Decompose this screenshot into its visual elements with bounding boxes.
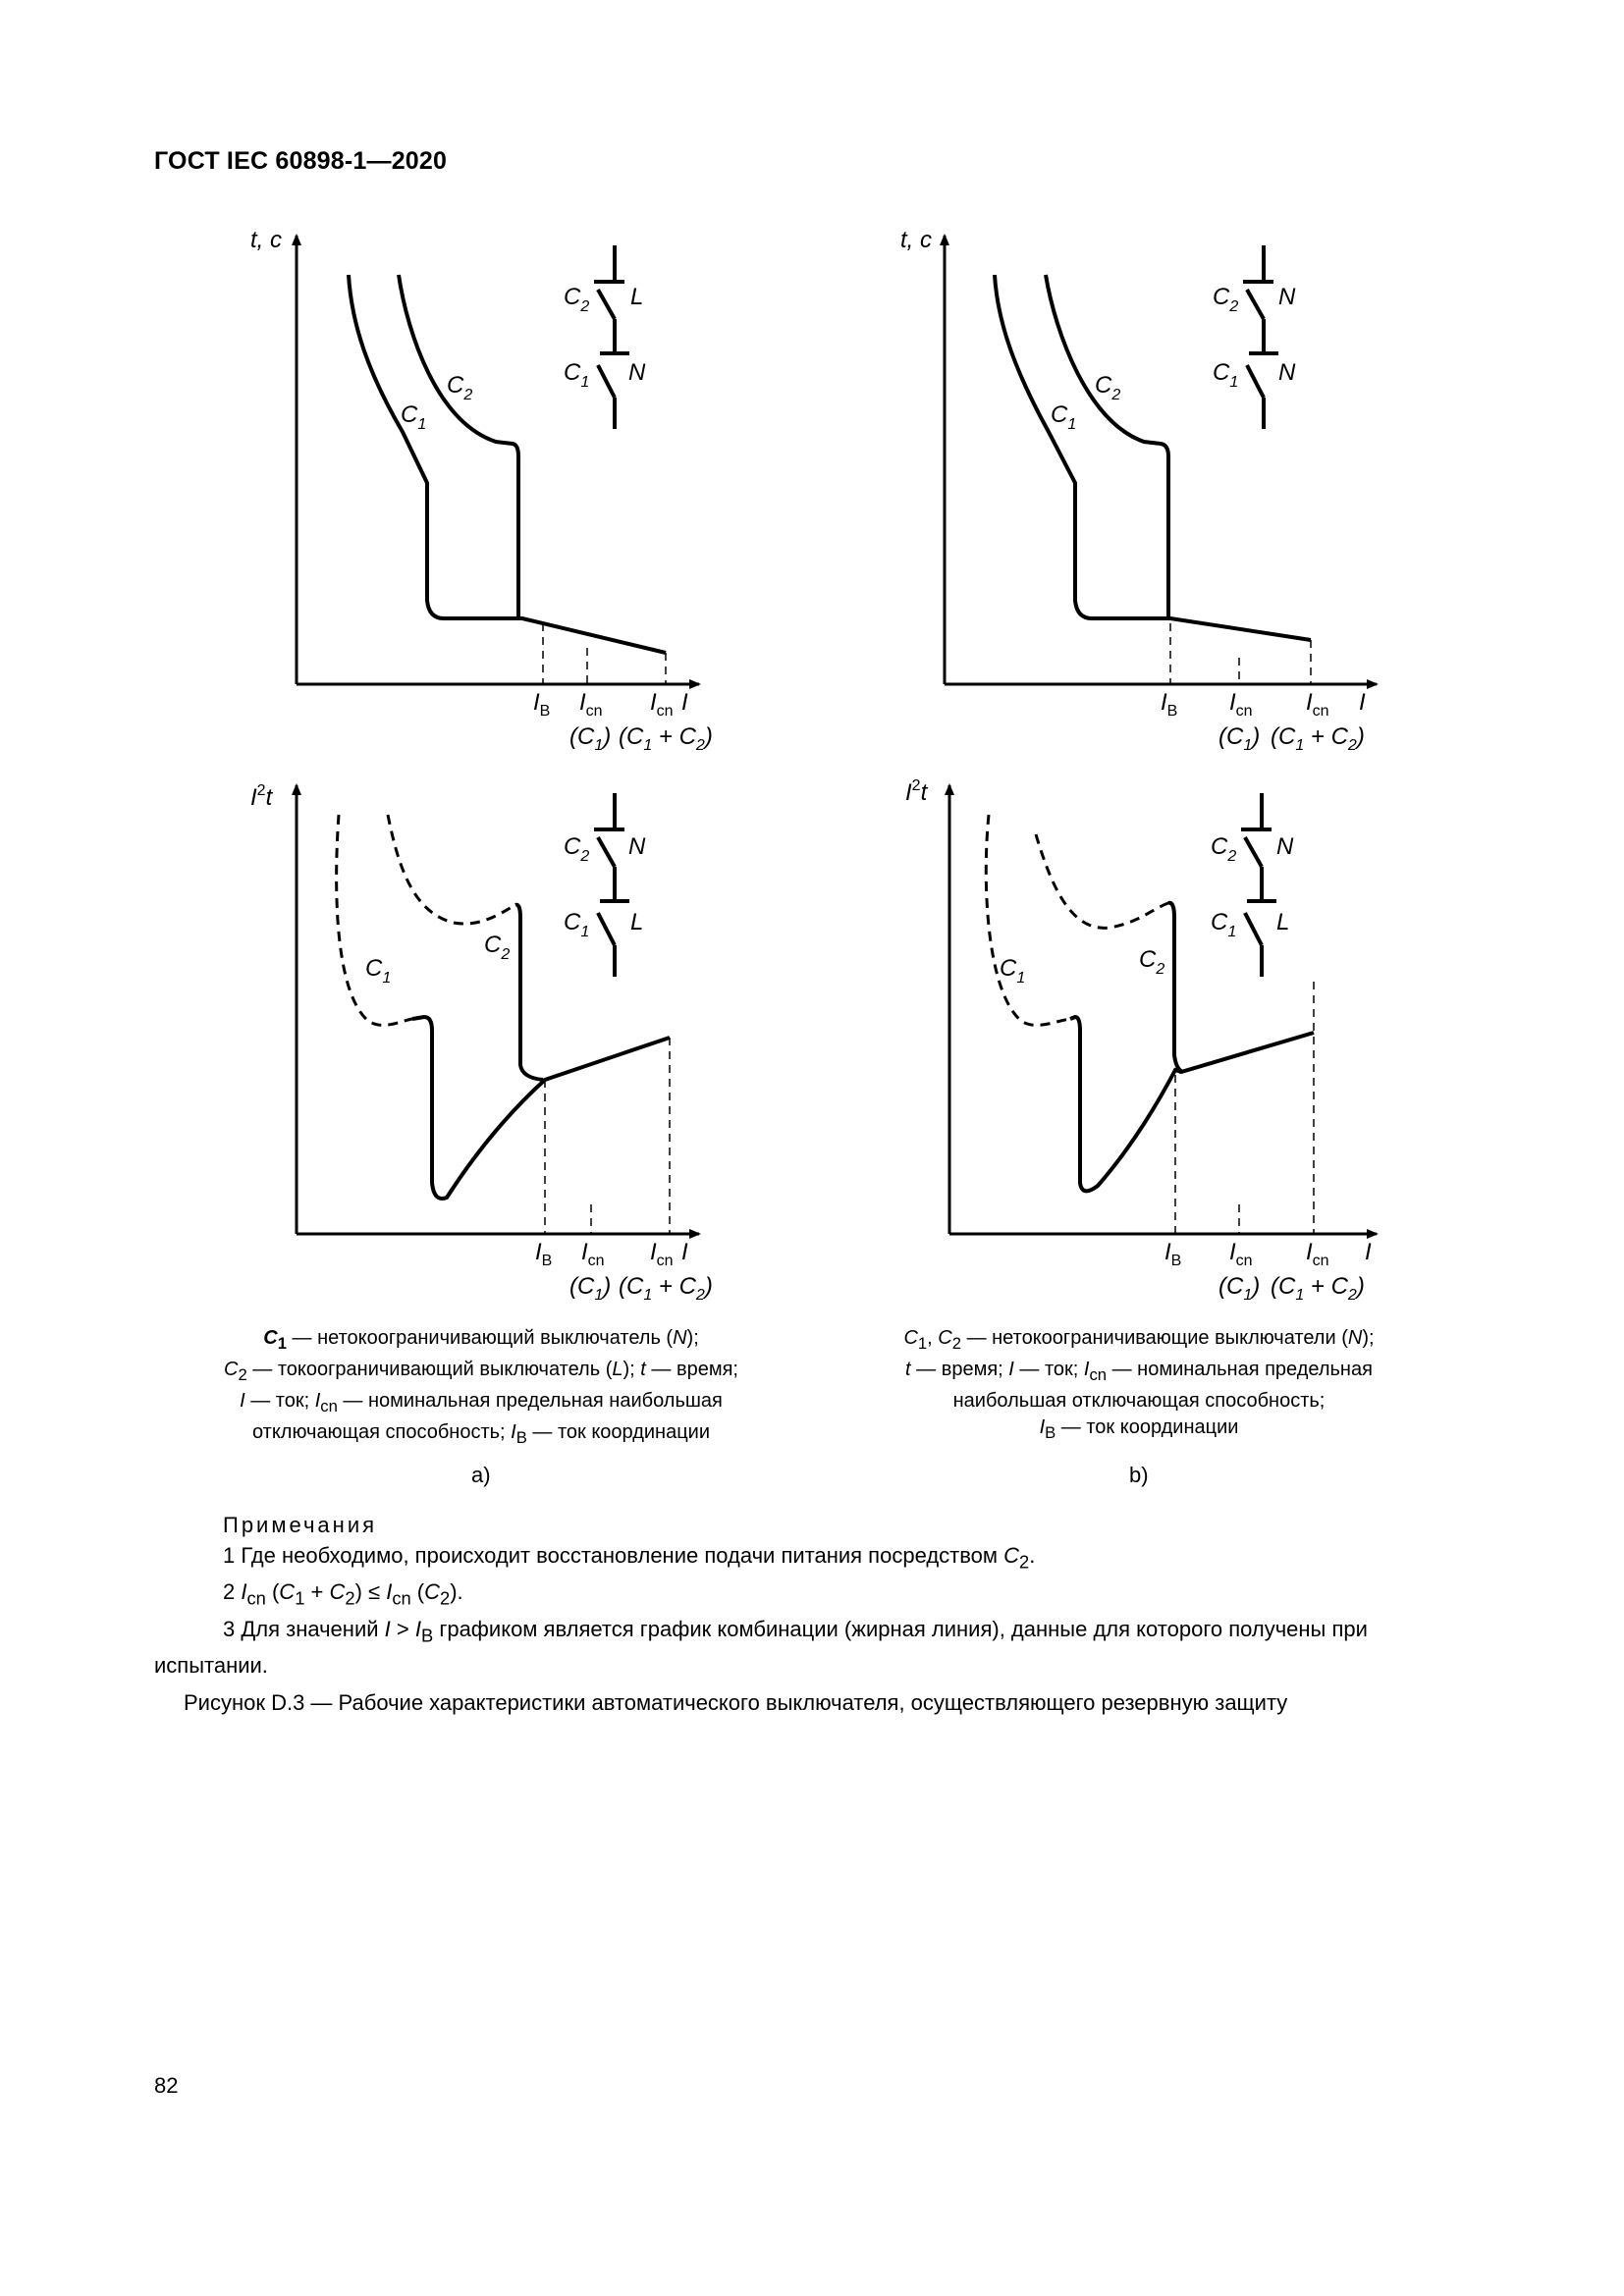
y-axis-label: t, с [900, 227, 933, 253]
caption-a-line1 [137, 1325, 825, 1357]
note-1-c-sub: 2 [1019, 1551, 1030, 1573]
y-axis-label: $I^2t$ [250, 782, 273, 811]
note-3-text: 3 Для значений [223, 1616, 385, 1641]
switch-lower-type: N [628, 359, 646, 386]
icn-c1-label: $I_{cn}$ [579, 689, 603, 720]
note-2-num: 2 [223, 1579, 242, 1605]
curve-c2 [399, 275, 518, 618]
caption-a-line2 [137, 1357, 825, 1388]
curve-c2-dashed [1036, 834, 1168, 928]
caption-a-line4 [137, 1419, 825, 1451]
caption-b-i: I [1008, 1359, 1014, 1380]
icn-c1-note: $(C_1)$ [569, 723, 612, 754]
note-2-c3: C [424, 1579, 441, 1605]
note-2-mid: ) ≤ [354, 1579, 387, 1605]
caption-a-i: I [240, 1390, 245, 1412]
curve-c2-label: $C_2$ [1139, 946, 1165, 978]
icn-c12-label: $I_{cn}$ [1306, 689, 1329, 720]
caption-b-icn: I [1083, 1359, 1090, 1380]
caption-a-c2-sub: 2 [238, 1365, 247, 1384]
switch-symbol [594, 793, 629, 977]
icn-c1-note: $(C_1)$ [1218, 723, 1261, 754]
notes-title: Примечания [223, 1513, 378, 1537]
chart-a-i2t [250, 782, 713, 1304]
document-header: ГОСТ IEC 60898-1—2020 [154, 147, 448, 175]
switch-symbol [594, 245, 629, 429]
caption-b-line1-text: — нетокоограничивающие выключатели ( [961, 1327, 1348, 1349]
switch-upper-c: $C_2$ [564, 284, 590, 315]
note-2-i: I [241, 1579, 247, 1605]
y-axis-label: $I^2t$ [905, 777, 928, 806]
x-axis-label: I [681, 1239, 688, 1265]
caption-a-c1: C [263, 1327, 278, 1349]
caption-a-line2-end: — время; [645, 1359, 738, 1380]
caption-a-line4-text: отключающая способность; [251, 1421, 512, 1443]
caption-b-line2-mid: — время; [910, 1359, 1009, 1380]
curve-c1-label: $C_1$ [401, 401, 427, 433]
caption-b-line2 [795, 1357, 1483, 1388]
note-2-open: ( [265, 1579, 280, 1605]
curve-c1-dashed [986, 815, 1070, 1025]
note-2-i2: I [386, 1579, 393, 1605]
icn-c12-note: $(C_1 + C_2)$ [1271, 1273, 1365, 1304]
curve-c1-label: $C_1$ [1051, 401, 1077, 433]
switch-lower-type: L [1276, 909, 1290, 935]
note-1 [154, 1540, 1475, 1576]
curve-c1 [1070, 1017, 1314, 1191]
sublabel-a: a) [471, 1463, 491, 1487]
caption-a-t: t [640, 1359, 646, 1380]
curve-c2-label: $C_2$ [1095, 372, 1121, 403]
page-number: 82 [154, 2073, 179, 2098]
switch-lower-type: L [630, 909, 644, 935]
note-2-c1-sub: 1 [295, 1587, 305, 1609]
x-axis-label: I [1365, 1239, 1372, 1265]
note-2-i2-sub: cn [392, 1587, 411, 1609]
notes [154, 1510, 1475, 1681]
chart-b-time [900, 227, 1377, 754]
switch-lower-c: $C_1$ [1211, 909, 1237, 940]
caption-a-c2: C [224, 1359, 239, 1380]
caption-a-icn: I [314, 1390, 321, 1412]
y-axis-label: t, с [250, 227, 283, 253]
note-3-gt: > [390, 1616, 415, 1641]
switch-symbol [1243, 245, 1278, 429]
icn-c12-label: $I_{cn}$ [650, 1239, 674, 1269]
caption-b-c2-sub: 2 [951, 1334, 962, 1353]
switch-upper-c: $C_2$ [1211, 833, 1237, 865]
ib-label: $I_B$ [1161, 689, 1178, 720]
caption-b-line2-end: — номинальная предельная [1107, 1359, 1373, 1380]
icn-c1-note: $(C_1)$ [1218, 1273, 1261, 1304]
switch-lower-c: $C_1$ [564, 359, 590, 391]
curve-c1 [349, 275, 666, 653]
caption-b-c1: C [903, 1327, 918, 1349]
caption-a-line2-mid: ); [623, 1359, 641, 1380]
caption-b-t: t [905, 1359, 911, 1380]
caption-b-line3: наибольшая отключающая способность; [952, 1390, 1326, 1412]
note-2-c2: C [329, 1579, 346, 1605]
x-axis-label: I [681, 689, 688, 716]
caption-b-c2: C [938, 1327, 952, 1349]
note-3-ib-sub: B [420, 1625, 434, 1646]
note-1-text: 1 Где необходимо, происходит восстановление подачи питания посредством [223, 1543, 1004, 1568]
note-1-end: . [1029, 1543, 1036, 1568]
switch-upper-c: $C_2$ [564, 833, 590, 865]
ib-label: $I_B$ [535, 1239, 553, 1269]
switch-upper-c: $C_2$ [1213, 284, 1239, 315]
caption-b-line4-end: — ток координации [1056, 1416, 1239, 1438]
figure-caption: Рисунок D.3 — Рабочие характеристики автоматического выключателя, осуществляющего резервную защиту [184, 1690, 1288, 1715]
curve-c2 [1168, 903, 1183, 1072]
caption-b-c1-sub: 1 [917, 1334, 928, 1353]
icn-c12-note: $(C_1 + C_2)$ [1271, 723, 1365, 754]
curve-c2-label: $C_2$ [484, 932, 511, 963]
icn-c12-note: $(C_1 + C_2)$ [619, 723, 713, 754]
note-2-plus: + [304, 1579, 330, 1605]
note-2-end: ). [450, 1579, 463, 1605]
switch-upper-type: N [628, 833, 646, 860]
caption-a-line2-text: — токоограничивающий выключатель ( [246, 1359, 613, 1380]
switch-symbol [1241, 793, 1276, 977]
curve-c1-dashed [337, 815, 412, 1025]
switch-lower-type: N [1278, 359, 1296, 386]
curve-c1-label: $C_1$ [1000, 955, 1026, 987]
curve-c2-label: $C_2$ [447, 372, 473, 403]
curve-c2 [515, 905, 543, 1080]
note-3 [154, 1614, 1475, 1681]
switch-lower-c: $C_1$ [564, 909, 590, 940]
curve-c1-label: $C_1$ [365, 955, 392, 987]
ib-label: $I_B$ [533, 689, 551, 720]
icn-c1-label: $I_{cn}$ [581, 1239, 605, 1269]
icn-c12-label: $I_{cn}$ [650, 689, 674, 720]
curve-c2-dashed [388, 815, 515, 924]
icn-c12-label: $I_{cn}$ [1306, 1239, 1329, 1269]
caption-a-line3 [137, 1388, 825, 1419]
caption-a-line3-end: — номинальная предельная наибольшая [337, 1390, 723, 1412]
sublabel-b: b) [1129, 1463, 1149, 1487]
caption-a-line3-mid: — ток; [244, 1390, 315, 1412]
switch-upper-type: N [1278, 284, 1296, 310]
caption-a-line1-text: — нетокоограничивающий выключатель ( [286, 1327, 674, 1349]
icn-c1-label: $I_{cn}$ [1229, 1239, 1253, 1269]
note-2-open2: ( [410, 1579, 425, 1605]
caption-a-n: N [673, 1327, 687, 1349]
caption-b-sep: , [927, 1327, 939, 1349]
switch-upper-type: L [630, 284, 644, 310]
ib-label: $I_B$ [1164, 1239, 1182, 1269]
note-3-end: графиком является график комбинации (жирная линия), данные для которого получены при испытании. [154, 1616, 1368, 1679]
caption-a-line4-end: — ток координации [526, 1421, 711, 1443]
caption-b-n: N [1347, 1327, 1363, 1349]
caption-a-ib: I [511, 1421, 516, 1443]
caption-a [137, 1325, 825, 1451]
note-2-c3-sub: 2 [440, 1587, 451, 1609]
caption-b-line4 [795, 1415, 1483, 1446]
note-2-i-sub: cn [246, 1587, 266, 1609]
icn-c1-note: $(C_1)$ [569, 1273, 612, 1304]
caption-b-ib: I [1039, 1416, 1046, 1438]
caption-b-icn-sub: cn [1089, 1365, 1108, 1384]
caption-a-l: L [612, 1359, 623, 1380]
caption-a-c1-sub: 1 [277, 1334, 287, 1353]
note-2-c1: C [279, 1579, 296, 1605]
caption-b-ib-sub: B [1045, 1423, 1056, 1442]
note-2 [154, 1576, 1475, 1613]
x-axis-label: I [1359, 689, 1366, 716]
caption-b [795, 1325, 1483, 1446]
note-1-c: C [1003, 1543, 1020, 1568]
switch-upper-type: N [1276, 833, 1294, 860]
icn-c1-label: $I_{cn}$ [1229, 689, 1253, 720]
icn-c12-note: $(C_1 + C_2)$ [619, 1273, 713, 1304]
curve-c2 [1046, 275, 1168, 618]
caption-a-ib-sub: B [515, 1428, 527, 1447]
chart-b-i2t [905, 777, 1377, 1304]
chart-a-time [250, 227, 713, 754]
note-3-ib: I [414, 1616, 421, 1641]
caption-b-line2-mid2: — ток; [1013, 1359, 1084, 1380]
caption-a-line1-end: ); [686, 1327, 699, 1349]
curve-c1 [412, 1017, 670, 1199]
note-2-c2-sub: 2 [345, 1587, 355, 1609]
caption-b-line1-end: ); [1362, 1327, 1375, 1349]
switch-lower-c: $C_1$ [1213, 359, 1239, 391]
caption-b-line1 [795, 1325, 1483, 1357]
note-3-i: I [384, 1616, 391, 1641]
caption-a-icn-sub: cn [320, 1397, 338, 1415]
